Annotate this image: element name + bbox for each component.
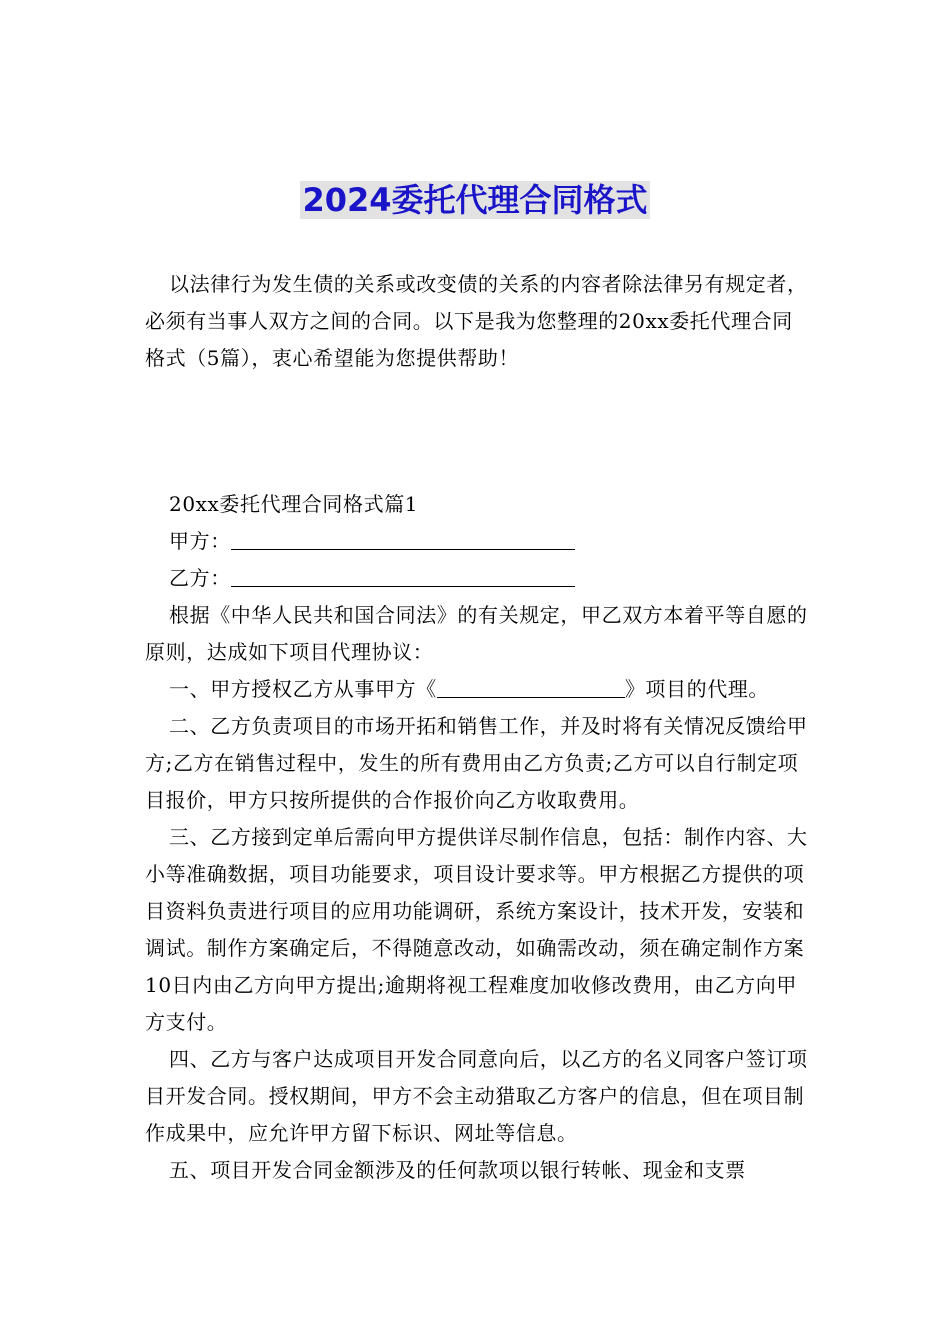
clause-1 xyxy=(145,671,811,708)
party-b-blank xyxy=(231,562,575,587)
clause-1-suffix: 》项目的代理。 xyxy=(624,677,770,701)
clause-3: 三、乙方接到定单后需向甲方提供详尽制作信息，包括：制作内容、大小等准确数据，项目功能要求，项目设计要求等。甲方根据乙方提供的项目资料负责进行项目的应用功能调研，系统方案设计，技术开发，安装和调试。制作方案确定后，不得随意改动，如确需改动，须在确定制作方案10日内由乙方向甲方提出;逾期将视工程难度加收修改费用，由乙方向甲方支付。 xyxy=(145,825,808,1034)
section-heading: 20xx委托代理合同格式篇1 xyxy=(169,492,419,516)
intro-text: 以法律行为发生债的关系或改变债的关系的内容者除法律另有规定者，必须有当事人双方之间的合同。以下是我为您整理的20xx委托代理合同格式（5篇），衷心希望能为您提供帮助！ xyxy=(145,272,808,370)
intro-paragraph xyxy=(145,266,811,377)
clause-5: 五、项目开发合同金额涉及的任何款项以银行转帐、现金和支票 xyxy=(169,1158,746,1182)
clause-4: 四、乙方与客户达成项目开发合同意向后，以乙方的名义同客户签订项目开发合同。授权期间，甲方不会主动猎取乙方客户的信息，但在项目制作成果中，应允许甲方留下标识、网址等信息。 xyxy=(145,1047,808,1145)
party-a-blank xyxy=(231,525,575,550)
clause-1-prefix: 一、甲方授权乙方从事甲方《 xyxy=(169,677,437,701)
clause-2: 二、乙方负责项目的市场开拓和销售工作，并及时将有关情况反馈给甲方;乙方在销售过程中，发生的所有费用由乙方负责;乙方可以自行制定项目报价，甲方只按所提供的合作报价向乙方收取费用。 xyxy=(145,714,808,812)
party-a-label: 甲方： xyxy=(169,529,231,553)
party-b-label: 乙方： xyxy=(169,566,231,590)
contract-body xyxy=(145,486,811,1189)
basis-paragraph: 根据《中华人民共和国合同法》的有关规定，甲乙双方本着平等自愿的原则，达成如下项目代理协议： xyxy=(145,603,808,664)
document-title xyxy=(0,176,950,224)
project-name-blank xyxy=(437,673,625,698)
title-text: 2024委托代理合同格式 xyxy=(302,181,648,219)
party-a-line xyxy=(145,523,811,560)
party-b-line xyxy=(145,560,811,597)
